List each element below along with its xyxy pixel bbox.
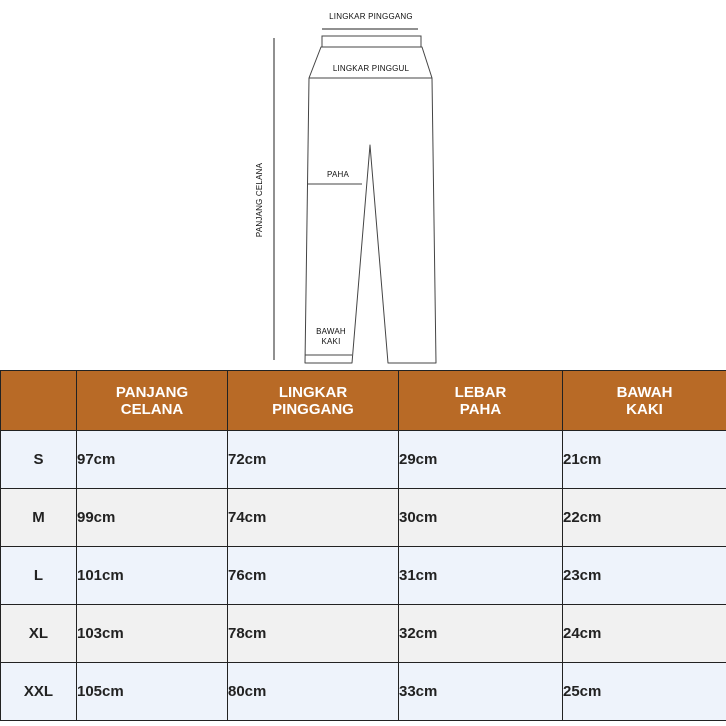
table-row bbox=[1, 547, 726, 605]
panjang-cell: 103cm bbox=[77, 605, 228, 663]
paha-cell: 30cm bbox=[399, 489, 563, 547]
bawah-cell: 22cm bbox=[563, 489, 726, 547]
thigh-label: PAHA bbox=[327, 170, 349, 179]
panjang-cell: 101cm bbox=[77, 547, 228, 605]
length-label: PANJANG CELANA bbox=[255, 162, 264, 238]
pants-outline bbox=[305, 47, 436, 363]
waist-label: LINGKAR PINGGANG bbox=[329, 12, 413, 21]
hem-label-line1: BAWAH bbox=[316, 327, 346, 336]
bawah-cell: 24cm bbox=[563, 605, 726, 663]
pinggang-cell: 76cm bbox=[228, 547, 399, 605]
panjang-cell: 105cm bbox=[77, 663, 228, 721]
size-table bbox=[0, 370, 726, 721]
table-row bbox=[1, 663, 726, 721]
panjang-cell: 99cm bbox=[77, 489, 228, 547]
header-panjang-celana: PANJANG CELANA bbox=[77, 371, 228, 431]
paha-cell: 33cm bbox=[399, 663, 563, 721]
hem-label-line2: KAKI bbox=[321, 337, 341, 346]
size-cell: XXL bbox=[1, 663, 77, 721]
pinggang-cell: 72cm bbox=[228, 431, 399, 489]
header-corner bbox=[1, 371, 77, 431]
size-cell: L bbox=[1, 547, 77, 605]
hip-label: LINGKAR PINGGUL bbox=[332, 64, 410, 73]
paha-cell: 31cm bbox=[399, 547, 563, 605]
table-row bbox=[1, 431, 726, 489]
bawah-cell: 21cm bbox=[563, 431, 726, 489]
bawah-cell: 23cm bbox=[563, 547, 726, 605]
bawah-cell: 25cm bbox=[563, 663, 726, 721]
pinggang-cell: 74cm bbox=[228, 489, 399, 547]
pinggang-cell: 78cm bbox=[228, 605, 399, 663]
header-lingkar-pinggang: LINGKAR PINGGANG bbox=[228, 371, 399, 431]
panjang-cell: 97cm bbox=[77, 431, 228, 489]
size-cell: S bbox=[1, 431, 77, 489]
paha-cell: 32cm bbox=[399, 605, 563, 663]
table-header-row bbox=[1, 371, 726, 431]
table-row bbox=[1, 605, 726, 663]
table-row bbox=[1, 489, 726, 547]
header-lebar-paha: LEBAR PAHA bbox=[399, 371, 563, 431]
waistband bbox=[322, 36, 421, 47]
size-cell: M bbox=[1, 489, 77, 547]
pinggang-cell: 80cm bbox=[228, 663, 399, 721]
paha-cell: 29cm bbox=[399, 431, 563, 489]
size-cell: XL bbox=[1, 605, 77, 663]
header-bawah-kaki: BAWAH KAKI bbox=[563, 371, 726, 431]
